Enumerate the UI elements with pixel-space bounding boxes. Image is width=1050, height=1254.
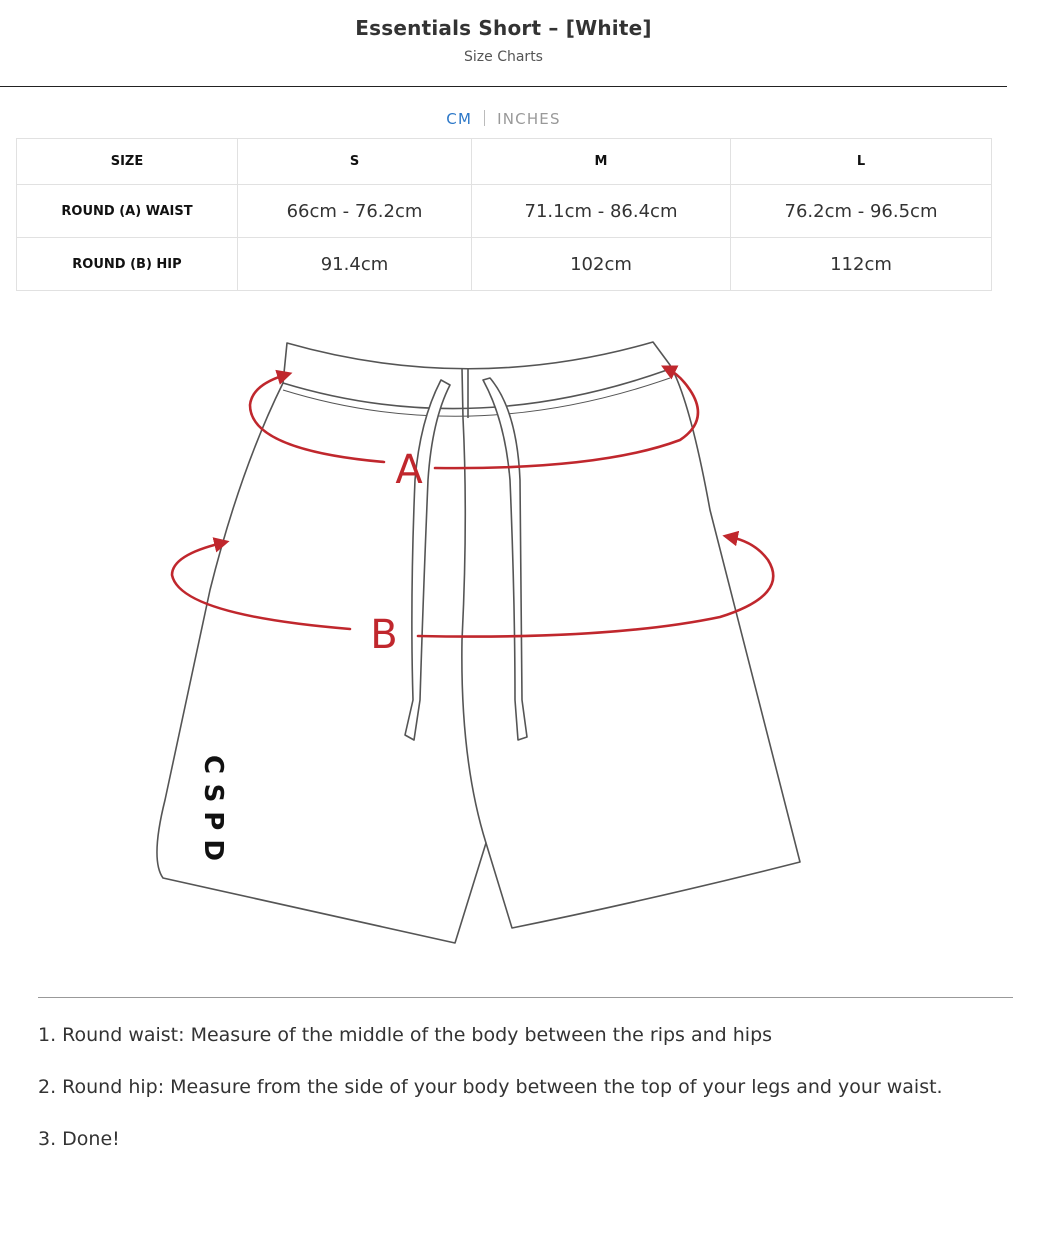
unit-toggle	[0, 110, 1007, 128]
column-header-s: S	[238, 139, 472, 185]
row-label-hip: ROUND (B) HIP	[17, 238, 238, 291]
note-done: 3. Done!	[38, 1128, 120, 1150]
row-label-waist: ROUND (A) WAIST	[17, 185, 238, 238]
size-table	[16, 138, 992, 291]
measurement-notes	[38, 1022, 1028, 1178]
table-cell: 112cm	[731, 238, 992, 291]
label-a: A	[395, 447, 423, 493]
table-cell: 66cm - 76.2cm	[238, 185, 472, 238]
table-cell: 71.1cm - 86.4cm	[472, 185, 731, 238]
column-header-size: SIZE	[17, 139, 238, 185]
note-hip: 2. Round hip: Measure from the side of your body between the top of your legs and your waist.	[38, 1076, 943, 1098]
table-row-waist	[17, 185, 992, 238]
table-cell: 76.2cm - 96.5cm	[731, 185, 992, 238]
divider	[38, 997, 1013, 998]
table-row-hip	[17, 238, 992, 291]
shorts-outline	[157, 342, 800, 943]
table-cell: 102cm	[472, 238, 731, 291]
cspd-logo: CSPD	[198, 755, 228, 870]
page-header	[0, 0, 1007, 87]
unit-separator	[484, 110, 485, 126]
table-header-row	[17, 139, 992, 185]
unit-cm-tab[interactable]: CM	[446, 110, 473, 128]
label-b: B	[370, 612, 398, 658]
page-subtitle: Size Charts	[464, 49, 543, 65]
shorts-measurement-diagram	[0, 300, 1050, 980]
unit-inches-tab[interactable]: INCHES	[497, 110, 561, 128]
page-title: Essentials Short – [White]	[355, 16, 652, 40]
column-header-l: L	[731, 139, 992, 185]
column-header-m: M	[472, 139, 731, 185]
table-cell: 91.4cm	[238, 238, 472, 291]
note-waist: 1. Round waist: Measure of the middle of the body between the rips and hips	[38, 1024, 773, 1046]
